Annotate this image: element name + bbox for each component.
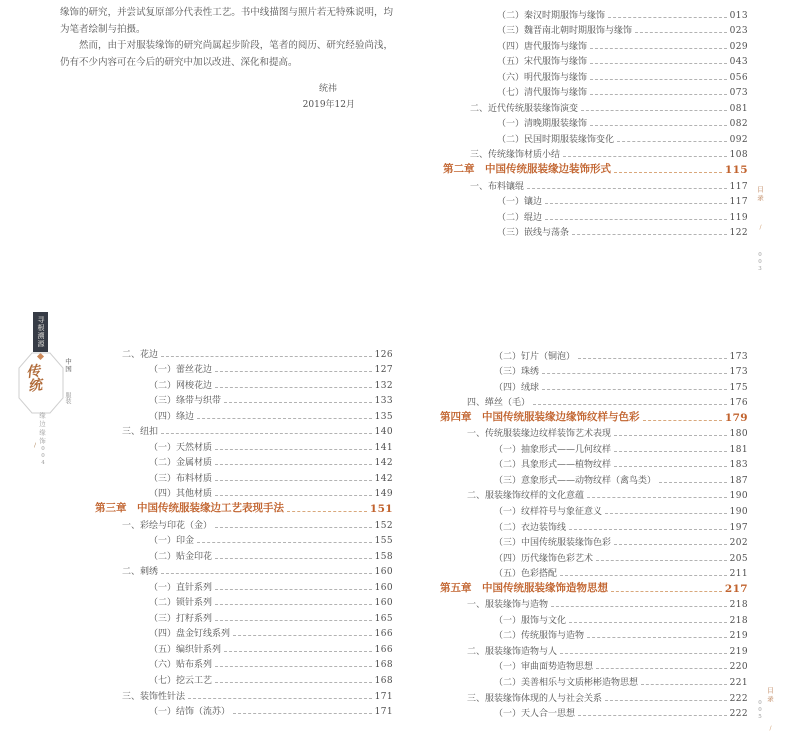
toc-entry-label: 一、传统服装缘边纹样装饰艺术表现 [467, 429, 612, 440]
toc-entry-page: 142 [374, 458, 393, 469]
dot-leader [608, 17, 727, 18]
toc-entry-page: 220 [729, 662, 748, 673]
toc-entry [440, 533, 748, 549]
toc-entry-page: 117 [729, 181, 748, 192]
toc-entry-label: （三）中国传统服装缘饰色彩 [494, 538, 612, 549]
dot-leader [233, 713, 372, 714]
toc-entry [95, 655, 393, 671]
dot-leader [215, 589, 372, 590]
toc-entry-label: （二）具象形式——植物纹样 [494, 460, 612, 471]
toc-entry [440, 501, 748, 517]
toc-entry-page: 135 [374, 411, 393, 422]
toc-entry-page: 190 [729, 491, 748, 502]
toc-entry-label: （五）色彩搭配 [494, 569, 558, 580]
toc-entry [440, 610, 748, 626]
toc-entry [95, 453, 393, 469]
toc-entry-page: 171 [374, 707, 393, 718]
toc-entry [95, 562, 393, 578]
dot-leader [578, 715, 727, 716]
toc-entry-label: （二）民国时期服装缘饰变化 [497, 134, 615, 145]
toc-entry-page: 171 [374, 691, 393, 702]
toc-entry [440, 704, 748, 720]
toc-entry [95, 531, 393, 547]
toc-entry-label: 三、传统缘饰材质小结 [470, 150, 561, 161]
toc-entry-page: 133 [374, 396, 393, 407]
toc-entry [440, 470, 748, 486]
toc-entry [440, 657, 748, 673]
dot-leader [605, 513, 727, 514]
toc-entry-label: 第二章 中国传统服装缘边装饰形式 [443, 163, 611, 176]
toc-entry-label: （四）盘金钉线系列 [149, 629, 231, 640]
toc-entry-label: （二）传统服饰与造物 [494, 631, 585, 642]
toc-entry-label: （二）美善相乐与文质彬彬造物思想 [494, 678, 639, 689]
toc-entry [440, 672, 748, 688]
dot-leader [233, 635, 372, 636]
toc-entry-label: （四）唐代服饰与缘饰 [497, 41, 588, 52]
toc-column-bottom-right [440, 346, 748, 719]
toc-entry [443, 145, 748, 161]
toc-chapter-entry [440, 579, 748, 595]
toc-entry-label: 二、服装缘饰造物与人 [467, 646, 558, 657]
page-margin-marker-bottom [755, 682, 775, 738]
toc-entry-label: （三）珠绣 [494, 367, 540, 378]
dot-leader [614, 435, 727, 436]
toc-entry [95, 577, 393, 593]
toc-entry-page: 176 [729, 398, 748, 409]
toc-entry [443, 52, 748, 68]
toc-entry-label: （二）绲边 [497, 212, 543, 223]
dot-leader [569, 529, 727, 530]
toc-entry [95, 406, 393, 422]
toc-entry-page: 181 [729, 444, 748, 455]
toc-entry-label: （一）天然材质 [149, 442, 213, 453]
toc-entry [440, 377, 748, 393]
toc-entry-page: 081 [729, 103, 748, 114]
toc-entry-label: （七）清代服饰与缘饰 [497, 88, 588, 99]
dot-leader [590, 125, 727, 126]
toc-entry-page: 155 [374, 536, 393, 547]
slash-divider: ∕ [757, 224, 764, 231]
toc-entry-page: 013 [729, 10, 748, 21]
dot-leader [617, 141, 727, 142]
marker-label: 目录 [756, 186, 764, 203]
toc-entry-page: 160 [374, 567, 393, 578]
dot-leader [614, 451, 727, 452]
dot-leader [215, 620, 372, 621]
title-part-small: 服装 [64, 392, 71, 404]
toc-entry [95, 702, 393, 718]
toc-entry-page: 219 [729, 631, 748, 642]
toc-entry-page: 073 [729, 88, 748, 99]
dot-leader [581, 110, 727, 111]
toc-entry-label: （一）结饰（流苏） [149, 707, 231, 718]
toc-column-top-right [443, 5, 748, 238]
toc-entry-page: 141 [374, 442, 393, 453]
toc-entry-label: （三）布料材质 [149, 473, 213, 484]
dot-leader [611, 591, 722, 592]
toc-entry [95, 344, 393, 360]
toc-entry-page: 119 [729, 212, 748, 223]
dot-leader [215, 387, 372, 388]
toc-entry-label: （六）贴布系列 [149, 660, 213, 671]
toc-entry [440, 626, 748, 642]
dot-leader [563, 156, 727, 157]
dot-leader [551, 606, 727, 607]
dot-leader [542, 389, 727, 390]
toc-entry-page: 179 [724, 411, 748, 424]
toc-entry-page: 117 [729, 197, 748, 208]
toc-entry [440, 548, 748, 564]
dot-leader [188, 698, 372, 699]
preface-signoff [60, 81, 393, 113]
toc-entry [440, 455, 748, 471]
toc-entry-label: （一）清晚期服装缘饰 [497, 119, 588, 130]
toc-entry [443, 67, 748, 83]
toc-entry-page: 173 [729, 351, 748, 362]
dot-leader [572, 234, 727, 235]
dot-leader [587, 637, 727, 638]
book-title-sidebar [18, 308, 78, 467]
toc-entry [443, 192, 748, 208]
toc-entry-label: 三、纽扣 [122, 427, 159, 438]
toc-entry-page: 149 [374, 489, 393, 500]
toc-entry [443, 223, 748, 239]
toc-entry-page: 168 [374, 660, 393, 671]
toc-entry-page: 029 [729, 41, 748, 52]
dot-leader [215, 449, 372, 450]
dot-leader [197, 418, 372, 419]
toc-entry [95, 484, 393, 500]
toc-entry-label: （一）服饰与文化 [494, 615, 567, 626]
toc-entry-page: 218 [729, 600, 748, 611]
dot-leader [215, 604, 372, 605]
toc-entry-page: 217 [724, 582, 748, 595]
toc-entry [440, 424, 748, 440]
toc-entry [95, 437, 393, 453]
toc-entry-page: 115 [724, 164, 748, 177]
preface-paragraph: 缘饰的研究，并尝试复原部分代表性工艺。书中线描图与照片若无特殊说明，均为笔者绘制与拍摄。 [60, 7, 393, 35]
toc-entry-page: 218 [729, 615, 748, 626]
toc-entry-label: 一、布料镶绲 [470, 181, 525, 192]
toc-entry [95, 624, 393, 640]
toc-entry [443, 5, 748, 21]
dot-leader [542, 373, 727, 374]
toc-entry [443, 207, 748, 223]
toc-entry-label: （三）嵌线与荡条 [497, 228, 570, 239]
toc-entry-page: 158 [374, 551, 393, 562]
toc-entry-label: （二）秦汉时期服饰与缘饰 [497, 10, 606, 21]
toc-entry-label: （七）挖云工艺 [149, 676, 213, 687]
toc-entry-page: 108 [729, 150, 748, 161]
toc-chapter-entry [440, 408, 748, 424]
toc-entry-page: 092 [729, 134, 748, 145]
toc-entry-page: 166 [374, 629, 393, 640]
toc-entry-label: （二）金属材质 [149, 458, 213, 469]
dot-leader [215, 666, 372, 667]
toc-entry [440, 641, 748, 657]
toc-entry-page: 183 [729, 460, 748, 471]
toc-entry-page: 127 [374, 365, 393, 376]
toc-entry-label: 二、花边 [122, 349, 159, 360]
toc-entry-label: （三）打籽系列 [149, 613, 213, 624]
marker-label: 目录 [766, 686, 774, 704]
toc-entry [440, 564, 748, 580]
toc-entry-page: 197 [729, 522, 748, 533]
toc-entry [95, 468, 393, 484]
toc-entry-page: 187 [729, 475, 748, 486]
slash-divider: ∕ [34, 442, 37, 449]
toc-entry [443, 114, 748, 130]
toc-entry-page: 142 [374, 473, 393, 484]
preface-paragraph: 然而，由于对服装缘饰的研究尚属起步阶段，笔者的阅历、研究经验尚浅，仍有不少内容可在今后的研究中加以改进、深化和提高。 [60, 40, 393, 68]
toc-entry-label: （四）绦边 [149, 411, 195, 422]
toc-entry-label: （二）锁针系列 [149, 598, 213, 609]
dot-leader [224, 402, 372, 403]
dot-leader [578, 358, 727, 359]
dot-leader [161, 573, 372, 574]
dot-leader [215, 464, 372, 465]
toc-entry [95, 375, 393, 391]
dot-leader [533, 404, 727, 405]
toc-entry-label: （一）蕾丝花边 [149, 365, 213, 376]
toc-entry [95, 639, 393, 655]
dot-leader [659, 482, 727, 483]
toc-entry-label: （一）印金 [149, 536, 195, 547]
toc-entry-label: 二、刺绣 [122, 567, 159, 578]
dot-leader [635, 32, 727, 33]
toc-entry-page: 202 [729, 538, 748, 549]
page-margin-marker-top [755, 186, 765, 273]
toc-entry-label: 一、彩绘与印花（金） [122, 520, 213, 531]
toc-entry-label: 二、服装缘饰纹样的文化意蕴 [467, 491, 585, 502]
dot-leader [287, 511, 367, 512]
toc-entry-page: 205 [729, 553, 748, 564]
dot-leader [614, 544, 727, 545]
toc-entry [440, 346, 748, 362]
toc-entry-label: （五）宋代服饰与缘饰 [497, 57, 588, 68]
toc-entry-label: （三）魏晋南北朝时期服饰与缘饰 [497, 26, 633, 37]
dot-leader [590, 79, 727, 80]
toc-entry [440, 517, 748, 533]
toc-entry [440, 595, 748, 611]
toc-entry-page: 173 [729, 367, 748, 378]
toc-entry [440, 486, 748, 502]
dot-leader [545, 219, 727, 220]
toc-entry-page: 222 [729, 709, 748, 720]
toc-entry [443, 129, 748, 145]
toc-entry-label: （一）纹样符号与象征意义 [494, 507, 603, 518]
dot-leader [215, 682, 372, 683]
dot-leader [596, 668, 727, 669]
toc-entry [95, 391, 393, 407]
title-part-top: 中国 [64, 358, 72, 373]
toc-entry-page: 180 [729, 429, 748, 440]
toc-column-bottom-left [95, 344, 393, 717]
toc-entry [95, 422, 393, 438]
dot-leader [215, 527, 372, 528]
toc-entry-label: 二、近代传统服装缘饰演变 [470, 103, 579, 114]
series-seal: 寻根溯源 [33, 312, 48, 352]
toc-entry [443, 36, 748, 52]
toc-entry-page: 219 [729, 646, 748, 657]
dot-leader [569, 622, 727, 623]
sidebar-page-number: 004 [40, 446, 46, 467]
toc-entry-label: （一）天人合一思想 [494, 709, 576, 720]
toc-entry-label: （二）钉片（铜泡） [494, 351, 576, 362]
toc-entry-label: 第四章 中国传统服装缘边缘饰纹样与色彩 [440, 410, 640, 423]
toc-entry-label: （四）绒球 [494, 382, 540, 393]
toc-entry-page: 211 [729, 569, 748, 580]
toc-chapter-entry [443, 160, 748, 176]
toc-entry [440, 393, 748, 409]
toc-entry [95, 546, 393, 562]
dot-leader [587, 497, 727, 498]
marker-page-number: 003 [757, 252, 763, 273]
toc-entry-label: （四）其他材质 [149, 489, 213, 500]
toc-entry-label: 三、装饰性针法 [122, 691, 186, 702]
toc-entry-page: 175 [729, 382, 748, 393]
toc-entry [440, 362, 748, 378]
toc-entry-label: （三）意象形式——动物纹样（禽鸟类） [494, 475, 657, 486]
dot-leader [161, 433, 372, 434]
toc-entry [443, 176, 748, 192]
toc-entry-label: （二）衣边装饰线 [494, 522, 567, 533]
toc-entry-page: 190 [729, 507, 748, 518]
dot-leader [224, 651, 372, 652]
toc-entry-page: 151 [369, 503, 393, 516]
toc-entry-label: 一、服装缘饰与造物 [467, 600, 549, 611]
toc-entry [95, 515, 393, 531]
toc-chapter-entry [95, 499, 393, 515]
dot-leader [215, 495, 372, 496]
marker-page-number: 005 [757, 699, 763, 721]
toc-entry-page: 165 [374, 613, 393, 624]
preface-date: 2019年12月 [302, 100, 355, 110]
toc-entry-page: 160 [374, 582, 393, 593]
toc-entry-page: 152 [374, 520, 393, 531]
preface-block [60, 5, 393, 113]
toc-entry-label: （一）抽象形式——几何纹样 [494, 444, 612, 455]
toc-entry-page: 166 [374, 644, 393, 655]
toc-entry-label: 第三章 中国传统服装缘边工艺表现手法 [95, 502, 284, 515]
dot-leader [215, 371, 372, 372]
toc-entry-label: 三、服装缘饰体现的人与社会关系 [467, 693, 603, 704]
toc-entry-page: 160 [374, 598, 393, 609]
dot-leader [614, 172, 722, 173]
dot-leader [545, 203, 727, 204]
toc-entry-page: 023 [729, 26, 748, 37]
toc-entry [95, 670, 393, 686]
dot-leader [215, 558, 372, 559]
dot-leader [590, 94, 727, 95]
toc-entry-page: 126 [374, 349, 393, 360]
toc-entry-label: （六）明代服饰与缘饰 [497, 72, 588, 83]
toc-entry-label: 第五章 中国传统服装缘饰造物思想 [440, 581, 608, 594]
toc-entry-page: 221 [729, 678, 748, 689]
toc-entry-label: （一）审曲面势造物思想 [494, 662, 594, 673]
dot-leader [590, 48, 727, 49]
dot-leader [560, 575, 727, 576]
title-part-bottom: 缘边缘饰 [38, 412, 46, 446]
toc-entry [443, 83, 748, 99]
toc-entry [443, 21, 748, 37]
toc-entry-label: （一）镶边 [497, 197, 543, 208]
toc-entry-label: （四）历代缘饰色彩艺术 [494, 553, 594, 564]
dot-leader [527, 188, 727, 189]
toc-entry-label: （五）编织针系列 [149, 644, 222, 655]
dot-leader [641, 684, 727, 685]
toc-entry [443, 98, 748, 114]
toc-entry-label: （二）网梭花边 [149, 380, 213, 391]
toc-entry-page: 222 [729, 693, 748, 704]
author-signature: 统祎 [318, 84, 337, 94]
toc-entry-label: （三）绦带与织带 [149, 396, 222, 407]
title-part-script: 传统 [23, 362, 43, 393]
toc-entry-label: （一）直针系列 [149, 582, 213, 593]
toc-entry [440, 688, 748, 704]
dot-leader [605, 700, 727, 701]
toc-entry-page: 168 [374, 676, 393, 687]
dot-leader [590, 63, 727, 64]
toc-entry-page: 140 [374, 427, 393, 438]
toc-entry-label: （二）贴金印花 [149, 551, 213, 562]
toc-entry [95, 686, 393, 702]
toc-entry-page: 056 [729, 72, 748, 83]
toc-entry-page: 122 [729, 228, 748, 239]
dot-leader [215, 480, 372, 481]
toc-entry-label: 四、缂丝（毛） [467, 398, 531, 409]
toc-entry [440, 439, 748, 455]
dot-leader [614, 466, 727, 467]
dot-leader [596, 560, 727, 561]
toc-entry [95, 360, 393, 376]
dot-leader [161, 356, 372, 357]
toc-entry [95, 608, 393, 624]
toc-entry-page: 132 [374, 380, 393, 391]
toc-entry [95, 593, 393, 609]
dot-leader [643, 420, 722, 421]
toc-entry-page: 082 [729, 119, 748, 130]
slash-divider: ∕ [767, 724, 774, 732]
toc-entry-page: 043 [729, 57, 748, 68]
dot-leader [560, 653, 727, 654]
dot-leader [197, 542, 372, 543]
